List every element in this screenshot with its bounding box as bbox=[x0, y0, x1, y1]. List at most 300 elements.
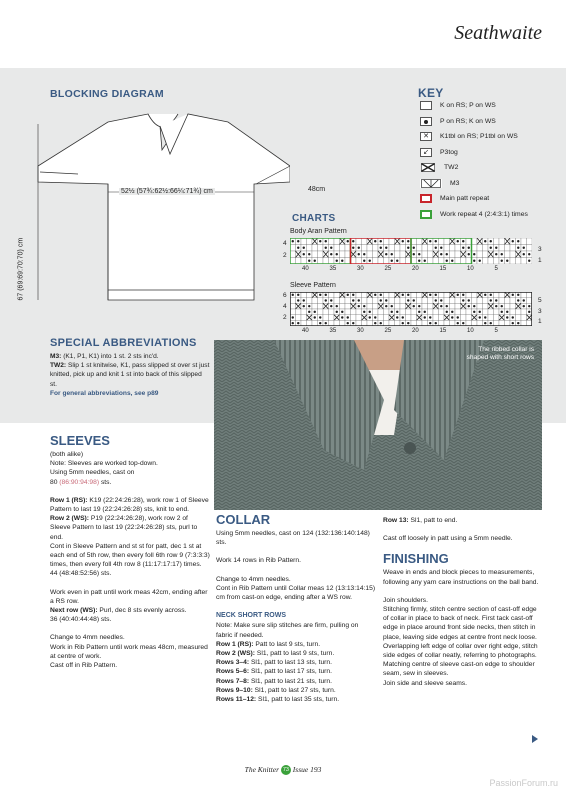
purl-dot bbox=[391, 305, 393, 307]
purl-dot bbox=[440, 299, 442, 301]
chart-cell bbox=[444, 238, 450, 245]
chart-cell bbox=[307, 292, 313, 298]
chart-cell bbox=[488, 315, 494, 321]
purl-dot bbox=[440, 247, 442, 249]
key-item: TW2 bbox=[420, 160, 566, 176]
purl-dot bbox=[490, 247, 492, 249]
purl-dot bbox=[325, 240, 327, 242]
chart-cell bbox=[499, 298, 505, 304]
purl-dot bbox=[468, 305, 470, 307]
chart-cell bbox=[329, 315, 335, 321]
purl-dot bbox=[374, 322, 376, 324]
chart-cell bbox=[510, 303, 516, 309]
chart-cell bbox=[312, 251, 318, 258]
purl-dot bbox=[369, 260, 371, 262]
purl-dot bbox=[358, 305, 360, 307]
chart-cell bbox=[477, 298, 483, 304]
body-aran-chart bbox=[290, 238, 532, 264]
purl-dot bbox=[506, 316, 508, 318]
chart-cell bbox=[290, 258, 296, 265]
chart-cell bbox=[521, 292, 527, 298]
purl-dot bbox=[292, 294, 294, 296]
chart-cell bbox=[345, 303, 351, 309]
purl-dot bbox=[490, 294, 492, 296]
purl-dot bbox=[457, 294, 459, 296]
chart-cell bbox=[472, 292, 478, 298]
body-chart-title: Body Aran Pattern bbox=[290, 228, 347, 235]
chart-cell bbox=[411, 258, 417, 265]
purl-dot bbox=[292, 240, 294, 242]
chart-cell bbox=[455, 309, 461, 315]
purl-dot bbox=[517, 322, 519, 324]
purl-dot bbox=[528, 311, 530, 313]
purl-dot bbox=[352, 322, 354, 324]
purl-dot bbox=[396, 316, 398, 318]
purl-dot bbox=[501, 305, 503, 307]
continue-arrow-icon bbox=[532, 735, 538, 743]
sleeve-chart-title: Sleeve Pattern bbox=[290, 282, 336, 289]
purl-dot bbox=[528, 305, 530, 307]
chart-cell bbox=[400, 245, 406, 252]
purl-dot bbox=[369, 316, 371, 318]
sleeves-heading: SLEEVES bbox=[50, 433, 110, 448]
purl-dot bbox=[325, 294, 327, 296]
purl-dot bbox=[435, 299, 437, 301]
purl-dot bbox=[369, 311, 371, 313]
purl-dot bbox=[330, 305, 332, 307]
chart-cell bbox=[499, 238, 505, 245]
chart-cell bbox=[494, 309, 500, 315]
purl-dot bbox=[341, 260, 343, 262]
chart-cell bbox=[367, 320, 373, 326]
page-footer: The Knitter 73 Issue 193 bbox=[244, 765, 322, 774]
chart-cell bbox=[312, 303, 318, 309]
chart-cell bbox=[290, 298, 296, 304]
purl-dot bbox=[501, 311, 503, 313]
sweater-illustration bbox=[214, 340, 542, 510]
chart-cell bbox=[400, 309, 406, 315]
purl-dot bbox=[462, 240, 464, 242]
general-abbreviations-link[interactable]: For general abbreviations, see p89 bbox=[50, 389, 159, 397]
chart-cell bbox=[367, 298, 373, 304]
purl-dot bbox=[495, 247, 497, 249]
purl-dot bbox=[325, 247, 327, 249]
purl-dot bbox=[435, 247, 437, 249]
chart-cell bbox=[516, 258, 522, 265]
chart-cell bbox=[461, 258, 467, 265]
purl-dot bbox=[413, 253, 415, 255]
m3-icon bbox=[420, 179, 442, 188]
chart-cell bbox=[301, 315, 307, 321]
chart-cell bbox=[373, 258, 379, 265]
purl-dot bbox=[396, 311, 398, 313]
purl-dot bbox=[407, 247, 409, 249]
chart-cell bbox=[455, 303, 461, 309]
length-measurement: 67 (69:69:70:70) cm bbox=[17, 237, 25, 301]
tw2-icon bbox=[420, 163, 436, 172]
purl-dot bbox=[303, 299, 305, 301]
purl-dot bbox=[391, 260, 393, 262]
chart-cell bbox=[356, 292, 362, 298]
photo-caption: The ribbed collar is shaped with short rows bbox=[466, 346, 534, 361]
chart-cell bbox=[521, 309, 527, 315]
chart-cell bbox=[329, 258, 335, 265]
chart-cell bbox=[312, 245, 318, 252]
sleeve-chart-row-label: 2 bbox=[283, 314, 287, 321]
blocking-diagram-heading: BLOCKING DIAGRAM bbox=[50, 88, 164, 100]
chart-cell bbox=[373, 298, 379, 304]
chart-cell bbox=[494, 315, 500, 321]
key-item: Work repeat 4 (2:4:3:1) times bbox=[420, 207, 566, 223]
chart-cell bbox=[406, 315, 412, 321]
chart-cell bbox=[400, 251, 406, 258]
chart-axis-label: 35 bbox=[329, 266, 337, 272]
purl-dot bbox=[303, 247, 305, 249]
purl-dot bbox=[451, 260, 453, 262]
chart-cell bbox=[488, 309, 494, 315]
purl-dot bbox=[330, 253, 332, 255]
chart-cell bbox=[362, 320, 368, 326]
abbreviations-text: M3: (K1, P1, K1) into 1 st. 2 sts inc'd. TW2: Slip 1 st knitwise, K1, pass slipped st over st just knitted, pick up and knit 1 st into back of this slipped st. For general abbreviations, see p89 bbox=[50, 353, 210, 397]
chart-cell bbox=[318, 245, 324, 252]
chart-cell bbox=[296, 309, 302, 315]
sleeve-chart-row-label: 4 bbox=[283, 303, 287, 310]
chart-cell bbox=[318, 309, 324, 315]
purl-dot bbox=[462, 299, 464, 301]
chart-cell bbox=[466, 238, 472, 245]
chart-cell bbox=[417, 245, 423, 252]
chart-axis-label: 10 bbox=[467, 266, 474, 272]
chart-cell bbox=[367, 303, 373, 309]
purl-dot bbox=[374, 294, 376, 296]
purl-dot bbox=[374, 240, 376, 242]
purl-dot bbox=[314, 311, 316, 313]
purl-dot bbox=[429, 240, 431, 242]
chart-cell bbox=[505, 298, 511, 304]
chart-cell bbox=[433, 315, 439, 321]
sleeve-chart-row-label: 1 bbox=[538, 318, 542, 325]
chart-cell bbox=[400, 303, 406, 309]
chart-cell bbox=[378, 258, 384, 265]
chart-cell bbox=[378, 309, 384, 315]
chart-cell bbox=[334, 298, 340, 304]
purl-dot bbox=[424, 260, 426, 262]
purl-dot bbox=[413, 299, 415, 301]
collar-heading: COLLAR bbox=[216, 512, 271, 527]
purl-dot bbox=[446, 253, 448, 255]
chart-axis-label: 15 bbox=[439, 328, 447, 334]
purl-dot bbox=[484, 294, 486, 296]
chart-cell bbox=[345, 309, 351, 315]
chart-cell bbox=[307, 245, 313, 252]
chart-cell bbox=[329, 320, 335, 326]
chart-cell bbox=[411, 238, 417, 245]
chart-cell bbox=[527, 245, 533, 252]
purl-dot bbox=[418, 305, 420, 307]
chart-cell bbox=[466, 315, 472, 321]
purl-dot bbox=[380, 240, 382, 242]
chart-cell bbox=[373, 251, 379, 258]
chart-cell bbox=[329, 292, 335, 298]
chart-cell bbox=[444, 245, 450, 252]
key-item: ↙ P3tog bbox=[420, 145, 566, 161]
chart-cell bbox=[472, 245, 478, 252]
chart-cell bbox=[439, 258, 445, 265]
chart-cell bbox=[428, 309, 434, 315]
chart-cell bbox=[466, 309, 472, 315]
purl-dot bbox=[407, 299, 409, 301]
purl-dot bbox=[490, 299, 492, 301]
chart-cell bbox=[340, 245, 346, 252]
chart-cell bbox=[384, 309, 390, 315]
purl-dot bbox=[385, 247, 387, 249]
finishing-column: Row 13: Sl1, patt to end. Cast off loosely in patt using a 5mm needle. FINISHING Weave in ends and block pieces to measurements, following any yarn care instructions on the ball band. Join shoulders. Stitching firmly, stitch centre section of cast-off edge of collar in place to back of neck. First tack cast-off edge in place around front side necks, then stitch in place, leaving side edges at centre front neck loose. Overlapping left edge of collar over right edge, stitch side edges of collar neatly, referring to photographs. Matching centre of sleeve cast-on edge to shoulder seam, sew in sleeves. Join side and sleeve seams. bbox=[383, 516, 541, 688]
purl-dot bbox=[479, 311, 481, 313]
body-chart-row-label: 1 bbox=[538, 257, 542, 264]
watermark: PassionForum.ru bbox=[489, 778, 558, 788]
chart-cell bbox=[483, 298, 489, 304]
purl-dot bbox=[484, 316, 486, 318]
chart-cell bbox=[428, 298, 434, 304]
purl-dot bbox=[523, 305, 525, 307]
key-list bbox=[420, 98, 566, 222]
empty-square-icon bbox=[420, 101, 432, 110]
chart-cell bbox=[422, 298, 428, 304]
sleeve-chart-row-label: 5 bbox=[538, 297, 542, 304]
chart-cell bbox=[499, 320, 505, 326]
chart-cell bbox=[483, 258, 489, 265]
chart-cell bbox=[510, 251, 516, 258]
chart-cell bbox=[296, 315, 302, 321]
purl-dot bbox=[347, 316, 349, 318]
chart-axis-label: 40 bbox=[302, 266, 309, 272]
purl-dot bbox=[347, 294, 349, 296]
pattern-title: Seathwaite bbox=[454, 22, 542, 44]
purl-dot bbox=[358, 247, 360, 249]
chart-cell bbox=[318, 251, 324, 258]
purl-dot bbox=[473, 305, 475, 307]
chart-cell bbox=[494, 292, 500, 298]
purl-dot bbox=[358, 253, 360, 255]
purl-dot bbox=[440, 305, 442, 307]
chart-cell bbox=[516, 315, 522, 321]
chart-cell bbox=[472, 238, 478, 245]
cross-square-icon: ✕ bbox=[420, 132, 432, 141]
purl-dot bbox=[495, 299, 497, 301]
purl-dot bbox=[479, 316, 481, 318]
sleeve-chart-row-label: 6 bbox=[283, 292, 287, 299]
chart-axis-label: 25 bbox=[384, 328, 392, 334]
chart-cell bbox=[389, 238, 395, 245]
purl-dot bbox=[380, 322, 382, 324]
chart-cell bbox=[362, 238, 368, 245]
chart-cell bbox=[373, 303, 379, 309]
purl-dot bbox=[341, 316, 343, 318]
purl-dot bbox=[385, 253, 387, 255]
chart-cell bbox=[323, 309, 329, 315]
purl-dot bbox=[424, 316, 426, 318]
chart-cell bbox=[290, 303, 296, 309]
chart-cell bbox=[417, 298, 423, 304]
chart-cell bbox=[373, 309, 379, 315]
chart-cell bbox=[334, 238, 340, 245]
chart-cell bbox=[323, 315, 329, 321]
purl-dot bbox=[468, 253, 470, 255]
chart-cell bbox=[477, 320, 483, 326]
purl-dot bbox=[402, 240, 404, 242]
chart-cell bbox=[455, 251, 461, 258]
purl-dot bbox=[457, 240, 459, 242]
chart-cell bbox=[483, 309, 489, 315]
key-heading: KEY bbox=[418, 86, 444, 100]
chart-cell bbox=[318, 298, 324, 304]
chart-cell bbox=[301, 258, 307, 265]
purl-dot bbox=[523, 299, 525, 301]
purl-dot bbox=[473, 253, 475, 255]
purl-dot bbox=[363, 305, 365, 307]
chart-cell bbox=[428, 251, 434, 258]
neck-short-rows-heading: NECK SHORT ROWS bbox=[216, 612, 286, 620]
purl-dot bbox=[457, 316, 459, 318]
chart-axis-label: 25 bbox=[384, 266, 392, 272]
purl-dot bbox=[297, 240, 299, 242]
chart-cell bbox=[345, 245, 351, 252]
purl-dot bbox=[352, 240, 354, 242]
page-number-badge: 73 bbox=[282, 767, 289, 774]
chart-cell bbox=[466, 292, 472, 298]
purl-dot bbox=[435, 240, 437, 242]
key-item: M3 bbox=[420, 176, 566, 192]
chart-cell bbox=[428, 303, 434, 309]
red-square-icon bbox=[420, 194, 432, 203]
chart-cell bbox=[417, 292, 423, 298]
chart-cell bbox=[444, 320, 450, 326]
key-item: K on RS; P on WS bbox=[420, 98, 566, 114]
purl-dot bbox=[402, 322, 404, 324]
chart-cell bbox=[422, 245, 428, 252]
chart-cell bbox=[389, 320, 395, 326]
chart-cell bbox=[340, 251, 346, 258]
chart-cell bbox=[301, 309, 307, 315]
chart-cell bbox=[318, 258, 324, 265]
chart-cell bbox=[307, 320, 313, 326]
chart-cell bbox=[395, 298, 401, 304]
purl-dot bbox=[374, 316, 376, 318]
purl-dot bbox=[308, 311, 310, 313]
chart-cell bbox=[516, 309, 522, 315]
purl-dot bbox=[391, 311, 393, 313]
chart-cell bbox=[411, 292, 417, 298]
collar-section: COLLAR Using 5mm needles, cast on 124 (132:136:140:148) sts. Work 14 rows in Rib Pattern. Change to 4mm needles. Cont in Rib Pattern until Collar meas 12 (13:13:14:15) cm from cast-on edge, ending after a WS row. NECK SHORT ROWS Note: Make sure slip stitches are firm, pulling on fabric if needed. Row 1 (RS): Patt to last 9 sts, turn. Row 2 (WS): Sl1, patt to last 9 sts, turn. Rows 3–4: Sl1, patt to last 13 sts, turn. Rows 5–6: Sl1, patt to last 17 sts, turn. Rows 7–8: Sl1, patt to last 21 sts, turn. Rows 9–10: Sl1, patt to last 27 sts, turn. Rows 11–12: Sl1, patt to last 35 sts, turn. bbox=[216, 512, 376, 704]
sleeve-pattern-chart bbox=[290, 292, 532, 326]
chart-cell bbox=[422, 303, 428, 309]
chart-cell bbox=[378, 315, 384, 321]
purl-dot bbox=[308, 260, 310, 262]
chart-cell bbox=[428, 258, 434, 265]
width-measurement: 52½ (57¾:62½:66¼:71¾) cm bbox=[121, 188, 213, 195]
chart-cell bbox=[384, 258, 390, 265]
purl-dot bbox=[506, 260, 508, 262]
chart-cell bbox=[505, 245, 511, 252]
chart-cell bbox=[417, 238, 423, 245]
purl-dot bbox=[506, 311, 508, 313]
chart-cell bbox=[345, 298, 351, 304]
chart-cell bbox=[494, 238, 500, 245]
dot-square-icon bbox=[420, 117, 432, 126]
chart-axis-label: 5 bbox=[494, 328, 498, 334]
chart-cell bbox=[406, 258, 412, 265]
chart-cell bbox=[439, 292, 445, 298]
purl-dot bbox=[297, 299, 299, 301]
body-chart-row-label: 2 bbox=[283, 252, 287, 259]
chart-cell bbox=[290, 309, 296, 315]
chart-cell bbox=[301, 320, 307, 326]
purl-dot bbox=[424, 311, 426, 313]
chart-cell bbox=[472, 320, 478, 326]
purl-dot bbox=[341, 311, 343, 313]
purl-dot bbox=[429, 294, 431, 296]
green-square-icon bbox=[420, 210, 432, 219]
purl-dot bbox=[380, 247, 382, 249]
chart-axis-label: 40 bbox=[302, 328, 309, 334]
chart-cell bbox=[466, 320, 472, 326]
purl-dot bbox=[319, 322, 321, 324]
chart-cell bbox=[334, 320, 340, 326]
purl-dot bbox=[380, 299, 382, 301]
chart-cell bbox=[455, 298, 461, 304]
chart-cell bbox=[494, 320, 500, 326]
chart-cell bbox=[307, 298, 313, 304]
purl-dot bbox=[528, 253, 530, 255]
chart-cell bbox=[527, 320, 533, 326]
chart-cell bbox=[356, 258, 362, 265]
chart-cell bbox=[521, 320, 527, 326]
chart-cell bbox=[356, 320, 362, 326]
chart-cell bbox=[527, 292, 533, 298]
purl-dot bbox=[407, 240, 409, 242]
chart-cell bbox=[395, 303, 401, 309]
p3tog-icon: ↙ bbox=[420, 148, 432, 157]
key-item: Main patt repeat bbox=[420, 191, 566, 207]
purl-dot bbox=[402, 316, 404, 318]
chart-cell bbox=[406, 309, 412, 315]
chart-cell bbox=[340, 320, 346, 326]
purl-dot bbox=[385, 299, 387, 301]
chart-cell bbox=[494, 258, 500, 265]
purl-dot bbox=[308, 253, 310, 255]
purl-dot bbox=[473, 260, 475, 262]
purl-dot bbox=[292, 316, 294, 318]
purl-dot bbox=[380, 294, 382, 296]
chart-cell bbox=[527, 238, 533, 245]
chart-cell bbox=[400, 298, 406, 304]
body-chart-row-label: 4 bbox=[283, 240, 287, 247]
chart-cell bbox=[505, 251, 511, 258]
charts-heading: CHARTS bbox=[292, 213, 336, 224]
chart-cell bbox=[439, 315, 445, 321]
blocking-diagram bbox=[28, 100, 290, 322]
chart-cell bbox=[477, 303, 483, 309]
chart-cell bbox=[323, 258, 329, 265]
chart-cell bbox=[505, 320, 511, 326]
chart-cell bbox=[356, 309, 362, 315]
purl-dot bbox=[308, 305, 310, 307]
purl-dot bbox=[297, 294, 299, 296]
purl-dot bbox=[303, 253, 305, 255]
chart-cell bbox=[510, 245, 516, 252]
chart-cell bbox=[455, 258, 461, 265]
purl-dot bbox=[363, 260, 365, 262]
